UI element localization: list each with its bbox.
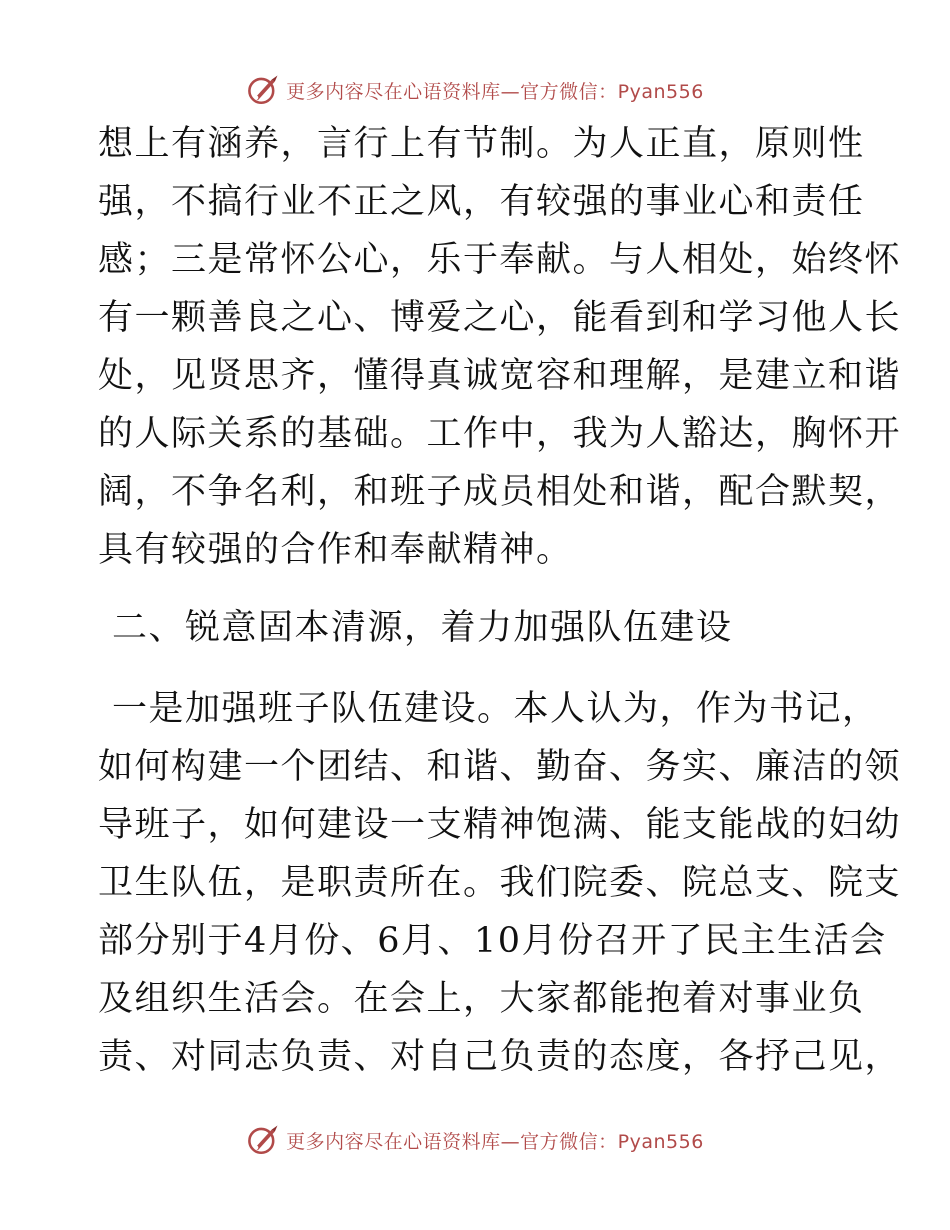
body-line: 卫生队伍，是职责所在。我们院委、院总支、院支 (98, 863, 902, 903)
body-line: 部分别于4月份、6月、10月份召开了民主生活会 (98, 921, 887, 961)
body-line: 阔，不争名利，和班子成员相处和谐，配合默契， (98, 472, 902, 512)
watermark-text: 更多内容尽在心语资料库—官方微信：Pyan556 (286, 80, 704, 103)
body-line: 具有较强的合作和奉献精神。 (98, 530, 573, 570)
body-line: 有一颗善良之心、博爱之心，能看到和学习他人长 (98, 298, 902, 338)
body-line: 一是加强班子队伍建设。本人认为，作为书记， (112, 689, 879, 729)
body-line: 感；三是常怀公心，乐于奉献。与人相处，始终怀 (98, 240, 902, 280)
quill-pen-circle-logo-icon (246, 73, 280, 107)
body-line: 的人际关系的基础。工作中，我为人豁达，胸怀开 (98, 414, 902, 454)
body-line: 导班子，如何建设一支精神饱满、能支能战的妇幼 (98, 805, 902, 845)
header-watermark (0, 70, 950, 110)
body-line: 责、对同志负责、对自己负责的态度，各抒己见， (98, 1037, 902, 1077)
body-line: 如何构建一个团结、和谐、勤奋、务实、廉洁的领 (98, 747, 902, 787)
body-line: 及组织生活会。在会上，大家都能抱着对事业负 (98, 979, 865, 1019)
body-line: 处，见贤思齐，懂得真诚宽容和理解，是建立和谐 (98, 356, 902, 396)
section-heading: 二、锐意固本清源，着力加强队伍建设 (112, 608, 733, 648)
quill-pen-circle-logo-icon (246, 1123, 280, 1157)
body-line: 想上有涵养，言行上有节制。为人正直，原则性 (98, 124, 865, 164)
watermark-text: 更多内容尽在心语资料库—官方微信：Pyan556 (286, 1130, 704, 1153)
footer-watermark (0, 1120, 950, 1160)
body-line: 强，不搞行业不正之风，有较强的事业心和责任 (98, 182, 865, 222)
